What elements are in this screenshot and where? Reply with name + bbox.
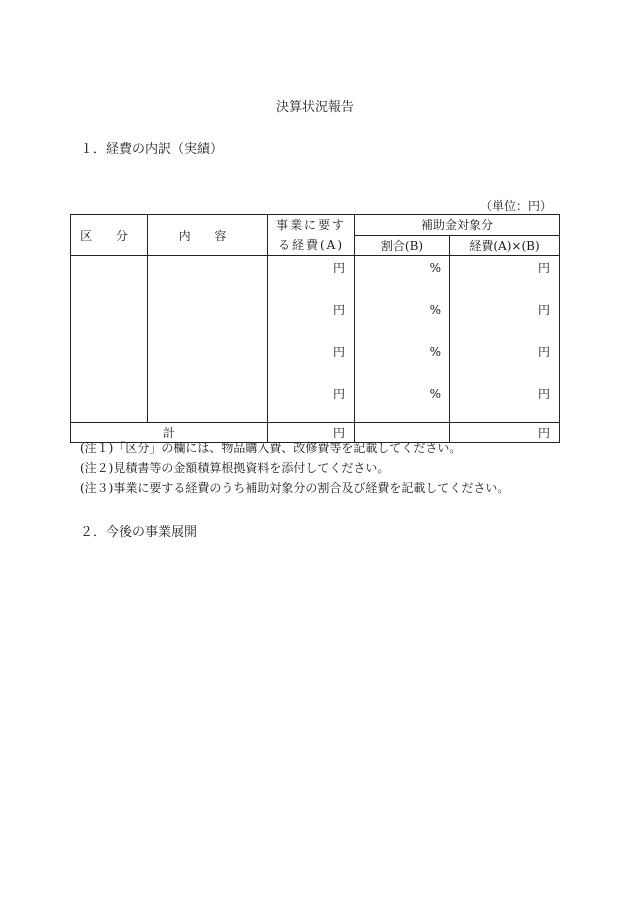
note-item: (注２)見積書等の金額積算根拠資料を添付してください。 bbox=[80, 461, 390, 475]
ratio-unit: % bbox=[429, 345, 441, 359]
note-item: (注１)「区分」の欄には、物品購入費、改修費等を記載してください。 bbox=[80, 441, 462, 455]
cost-unit: 円 bbox=[332, 261, 345, 275]
section-heading-expense-breakdown: １．経費の内訳（実績） bbox=[80, 142, 224, 157]
total-label: 計 bbox=[71, 423, 268, 443]
cell-category[interactable] bbox=[71, 256, 148, 423]
header-subsidy-target: 補助金対象分 bbox=[355, 215, 560, 236]
total-subsidy-cost[interactable]: 円 bbox=[450, 423, 560, 443]
cost-unit: 円 bbox=[332, 303, 345, 317]
header-category: 区 分 bbox=[71, 215, 148, 256]
cost-unit: 円 bbox=[332, 345, 345, 359]
ratio-unit: % bbox=[429, 387, 441, 401]
subsidy-cost-unit: 円 bbox=[538, 261, 551, 275]
subsidy-cost-unit: 円 bbox=[538, 345, 551, 359]
subsidy-cost-unit: 円 bbox=[538, 303, 551, 317]
cell-subsidy-cost[interactable] bbox=[450, 256, 560, 423]
notes bbox=[80, 438, 509, 498]
total-project-cost[interactable]: 円 bbox=[268, 423, 355, 443]
header-ratio: 割合(B) bbox=[355, 235, 450, 256]
cell-ratio[interactable] bbox=[355, 256, 450, 423]
ratio-unit: % bbox=[429, 303, 441, 317]
cost-unit: 円 bbox=[332, 387, 345, 401]
page-title: 決算状況報告 bbox=[275, 100, 354, 115]
ratio-unit: % bbox=[429, 261, 441, 275]
expense-table bbox=[70, 214, 560, 443]
cell-project-cost[interactable] bbox=[268, 256, 355, 423]
note-item: (注３)事業に要する経費のうち補助対象分の割合及び経費を記載してください。 bbox=[80, 481, 510, 495]
cell-content[interactable] bbox=[148, 256, 268, 423]
header-project-cost-line1: 事業に要す bbox=[275, 218, 346, 232]
subsidy-cost-unit: 円 bbox=[538, 387, 551, 401]
header-project-cost-line2: る経費(A) bbox=[277, 238, 345, 252]
header-content: 内 容 bbox=[148, 215, 268, 256]
section-heading-future-plans: ２．今後の事業展開 bbox=[80, 525, 198, 540]
header-project-cost bbox=[268, 215, 355, 256]
unit-note: （単位：円） bbox=[479, 199, 552, 213]
header-subsidy-cost: 経費(A)×(B) bbox=[450, 235, 560, 256]
